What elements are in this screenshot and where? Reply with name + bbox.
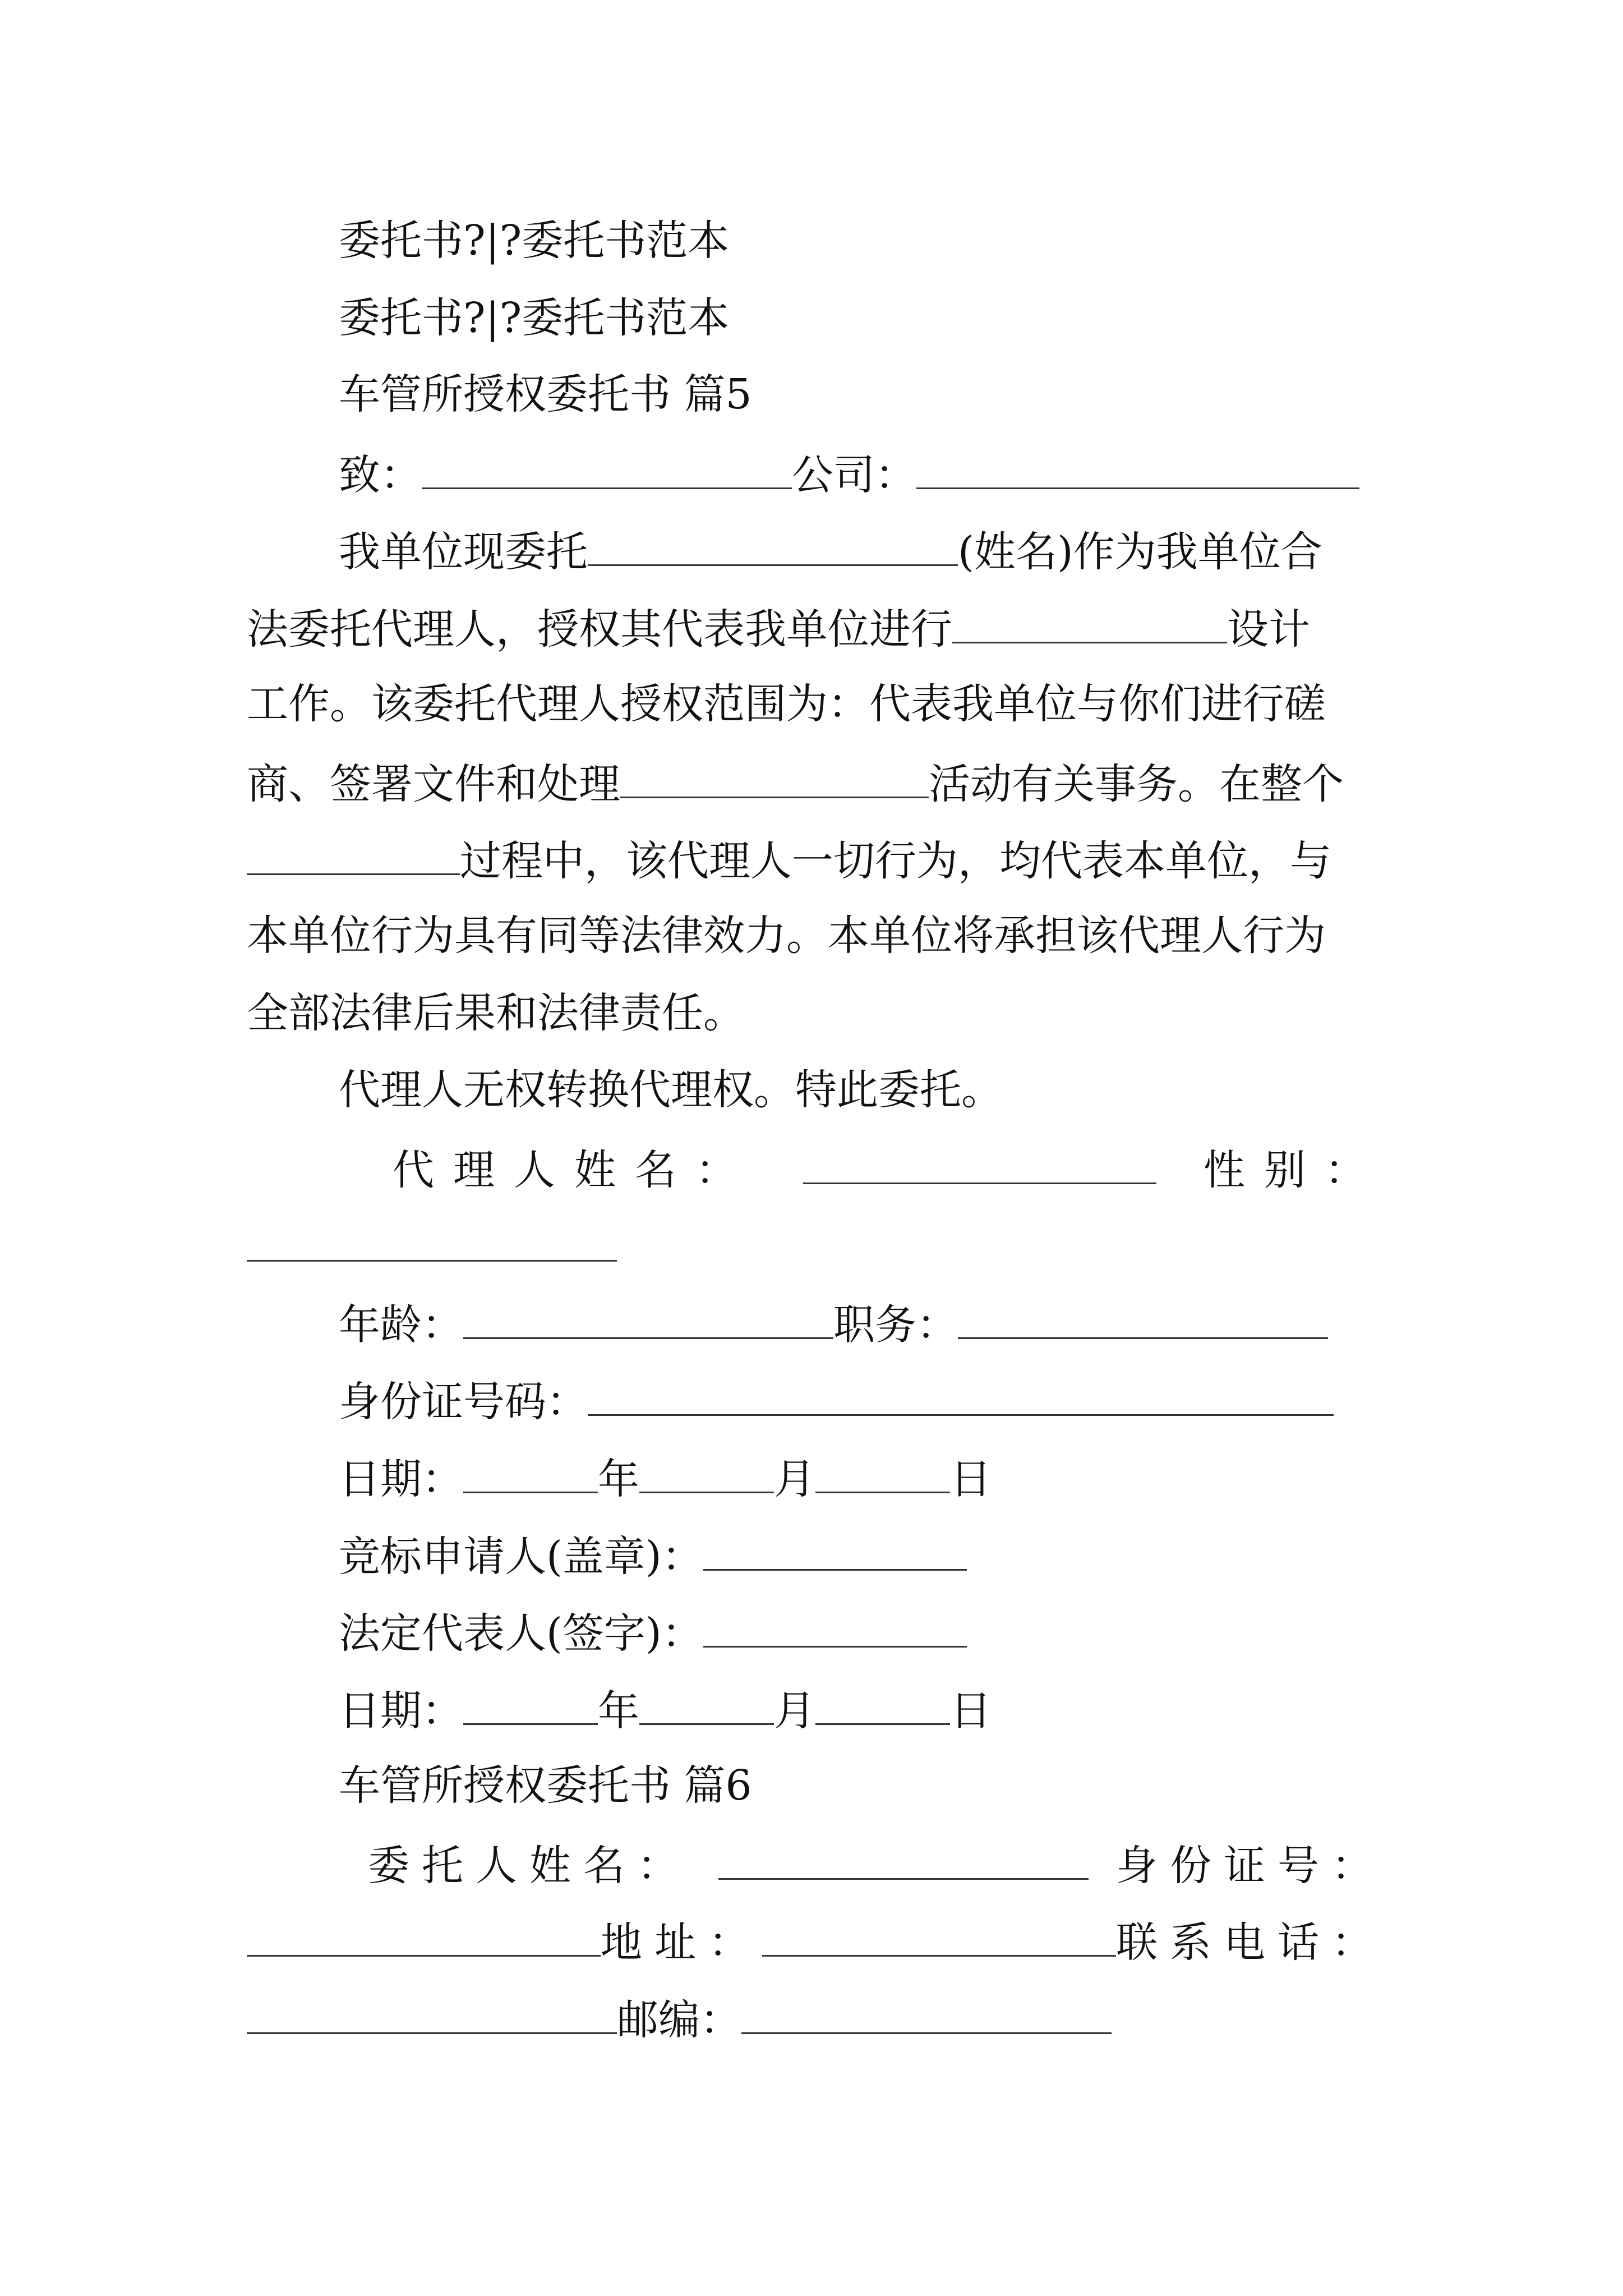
age-position-line — [339, 1301, 1385, 1349]
text-segment: 我单位现委托 — [339, 528, 588, 576]
client-name-field[interactable] — [718, 1842, 1089, 1880]
project-blank[interactable] — [952, 606, 1227, 643]
day-label: 日 — [950, 1455, 992, 1503]
client-info-line — [368, 1842, 1385, 1890]
phone-field[interactable] — [247, 1996, 617, 2034]
text-segment: (姓名)作为我单位合 — [958, 528, 1322, 576]
date-label: 日期： — [339, 1455, 463, 1503]
company-label: 公司： — [792, 451, 916, 499]
date-line — [339, 1455, 1385, 1503]
blank-line — [247, 1224, 1385, 1268]
bidder-field[interactable] — [703, 1533, 967, 1571]
date-line — [339, 1687, 1385, 1735]
client-name-label: 委托人姓名： — [368, 1842, 691, 1890]
text-segment: 过程中，该代理人一切行为，均代表本单位，与 — [460, 837, 1331, 885]
header-line: 委托书?|?委托书范本 — [339, 217, 730, 265]
header-line: 委托书?|?委托书范本 — [339, 294, 730, 342]
day-field[interactable] — [815, 1456, 950, 1493]
postcode-line — [247, 1996, 1385, 2044]
paragraph-line — [247, 605, 1385, 654]
postcode-label: 邮编： — [617, 1996, 741, 2044]
text-segment: 法委托代理人，授权其代表我单位进行 — [247, 605, 952, 654]
year-label: 年 — [598, 1455, 639, 1503]
paragraph-line: 全部法律后果和法律责任。 — [247, 989, 745, 1037]
month-label: 月 — [774, 1687, 815, 1735]
day-label: 日 — [950, 1687, 992, 1735]
day-field[interactable] — [815, 1687, 950, 1725]
to-label: 致： — [339, 451, 422, 499]
id-no-field[interactable] — [247, 1919, 601, 1957]
id-field[interactable] — [588, 1378, 1334, 1416]
legal-rep-line — [339, 1609, 1385, 1658]
bidder-label: 竞标申请人(盖章)： — [339, 1533, 703, 1581]
bidder-line — [339, 1533, 1385, 1581]
phone-label: 联系电话： — [1116, 1918, 1385, 1967]
date-label: 日期： — [339, 1687, 463, 1735]
text-segment: 设计 — [1227, 605, 1310, 654]
paragraph-line — [339, 528, 1385, 576]
address-label: 地址： — [601, 1918, 762, 1967]
postcode-field[interactable] — [741, 1996, 1112, 2034]
address-line — [247, 1918, 1385, 1967]
position-field[interactable] — [958, 1301, 1328, 1339]
id-label: 身份证号码： — [339, 1378, 588, 1426]
company-blank[interactable] — [916, 452, 1359, 489]
paragraph-line: 代理人无权转换代理权。特此委托。 — [339, 1066, 1003, 1114]
gender-label: 性别： — [1204, 1146, 1385, 1194]
address-field[interactable] — [762, 1919, 1116, 1957]
age-field[interactable] — [463, 1301, 833, 1339]
process-blank[interactable] — [247, 838, 460, 875]
section-title: 车管所授权委托书 篇6 — [339, 1761, 752, 1810]
addressee-blank[interactable] — [422, 452, 792, 489]
addressee-line — [339, 451, 1385, 499]
agent-name-label: 代理人姓名： — [393, 1146, 756, 1194]
month-label: 月 — [774, 1455, 815, 1503]
legal-rep-label: 法定代表人(签字)： — [339, 1609, 703, 1658]
text-segment: 活动有关事务。在整个 — [929, 760, 1344, 808]
text-segment: 商、签署文件和处理 — [247, 760, 620, 808]
section-title: 车管所授权委托书 篇5 — [339, 370, 752, 418]
month-field[interactable] — [639, 1687, 774, 1725]
agent-info-line — [393, 1146, 1385, 1194]
paragraph-line — [247, 760, 1385, 808]
agent-name-blank[interactable] — [588, 528, 958, 566]
id-line — [339, 1378, 1385, 1426]
activity-blank[interactable] — [620, 761, 929, 798]
paragraph-line — [247, 837, 1385, 885]
year-field[interactable] — [463, 1687, 598, 1725]
paragraph-line: 工作。该委托代理人授权范围为：代表我单位与你们进行磋 — [247, 680, 1326, 728]
month-field[interactable] — [639, 1456, 774, 1493]
id-no-label: 身份证号： — [1116, 1842, 1385, 1890]
legal-rep-field[interactable] — [703, 1610, 967, 1648]
agent-name-field[interactable] — [803, 1147, 1156, 1184]
age-label: 年龄： — [339, 1301, 463, 1349]
year-field[interactable] — [463, 1456, 598, 1493]
gender-field[interactable] — [247, 1224, 617, 1262]
year-label: 年 — [598, 1687, 639, 1735]
paragraph-line: 本单位行为具有同等法律效力。本单位将承担该代理人行为 — [247, 912, 1326, 960]
position-label: 职务： — [833, 1301, 958, 1349]
